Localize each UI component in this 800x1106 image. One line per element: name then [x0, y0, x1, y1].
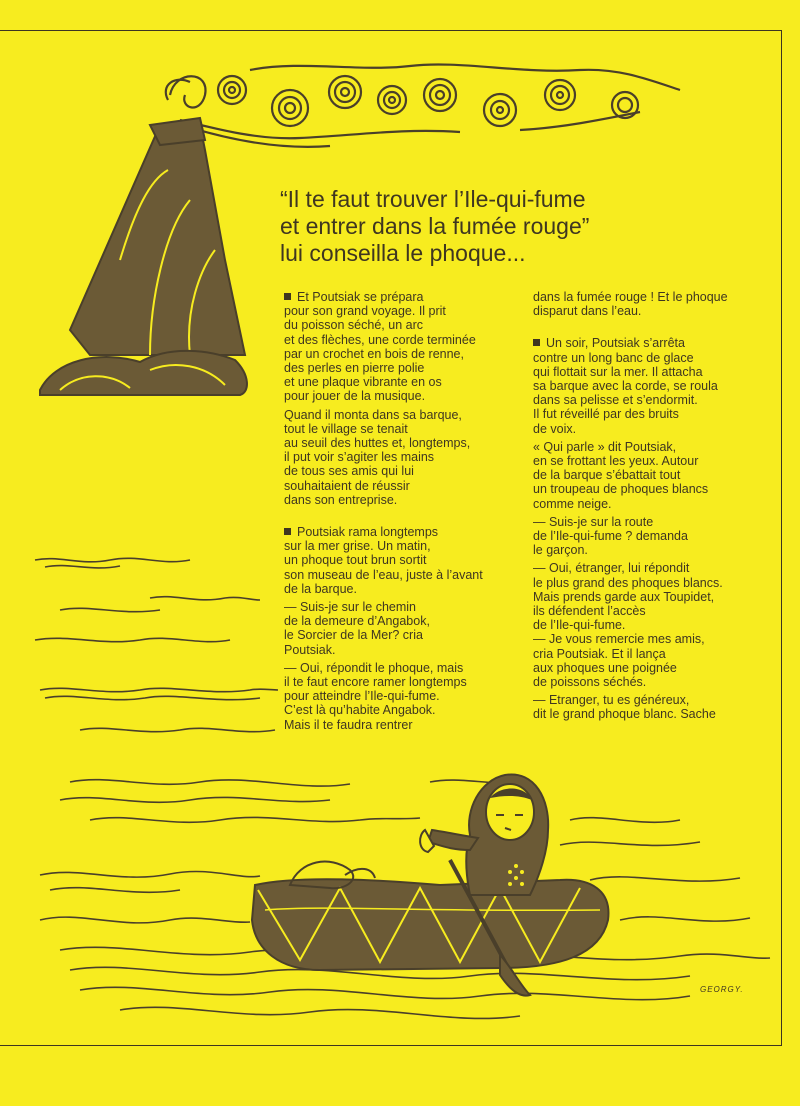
pull-quote: [280, 186, 700, 267]
paragraph-text: Un soir, Poutsiak s’arrêta contre un long banc de glace qui flottait sur la mer. Il attacha sa barque avec la corde, se roula dans sa pelisse et s’endormit. Il fut réveillé par des bruits de voix.: [533, 336, 718, 436]
paragraph: — Suis-je sur la route de l’Ile-qui-fume ? demanda le garçon.: [533, 514, 688, 558]
paragraph: dans la fumée rouge ! Et le phoque disparut dans l’eau.: [533, 290, 728, 319]
bullet-icon: [533, 339, 540, 346]
left-text-column: [284, 290, 524, 736]
paragraph: — Suis-je sur le chemin de la demeure d’Angabok, le Sorcier de la Mer? cria Poutsiak.: [284, 600, 430, 657]
bullet-icon: [284, 293, 291, 300]
artist-signature: GEORGY.: [700, 985, 744, 994]
paragraph: — Oui, répondit le phoque, mais il te faut encore ramer longtemps pour atteindre l’Ile-qui-fume. C’est là qu’habite Angabok. Mais il te faudra rentrer: [284, 660, 467, 732]
paragraph: [533, 336, 773, 435]
quote-line-3: lui conseilla le phoque...: [280, 240, 526, 266]
paragraph: « Qui parle » dit Poutsiak, en se frottant les yeux. Autour de la barque s’ébattait tout un troupeau de phoques blancs comme neige.: [533, 439, 709, 511]
paragraph: [284, 290, 524, 404]
paragraph: Quand il monta dans sa barque, tout le village se tenait au seuil des huttes et, longtemps, il put voir s’agiter les mains de tous ses amis qui lui souhaitaient de réussir dans son entreprise.: [284, 407, 471, 507]
paragraph-text: Poutsiak rama longtemps sur la mer grise. Un matin, un phoque tout brun sortit son museau de l’eau, juste à l’avant de la barque.: [284, 525, 483, 596]
quote-line-2: et entrer dans la fumée rouge”: [280, 213, 590, 239]
paragraph: — Oui, étranger, lui répondit le plus grand des phoques blancs. Mais prends garde aux Toupidet, ils défendent l’accès de l’Ile-qui-fume. — Je vous remercie mes amis, cria Poutsiak. Et il lança aux phoques une poignée de poissons séchés.: [533, 561, 723, 690]
bullet-icon: [284, 528, 291, 535]
boat-illustration: [252, 774, 608, 995]
smoke-illustration: [166, 64, 680, 146]
quote-line-1: “Il te faut trouver l’Ile-qui-fume: [280, 186, 586, 212]
paragraph: — Etranger, tu es généreux, dit le grand phoque blanc. Sache: [533, 693, 716, 722]
paragraph-text: Et Poutsiak se prépara pour son grand voyage. Il prit du poisson séché, un arc et des flèches, une corde terminée par un crochet en bois de renne, des perles en pierre polie et une plaque vibrante en os pour jouer de la musique.: [284, 290, 476, 404]
paragraph: [284, 525, 524, 596]
right-text-column: [533, 290, 773, 726]
island-illustration: [40, 118, 247, 395]
